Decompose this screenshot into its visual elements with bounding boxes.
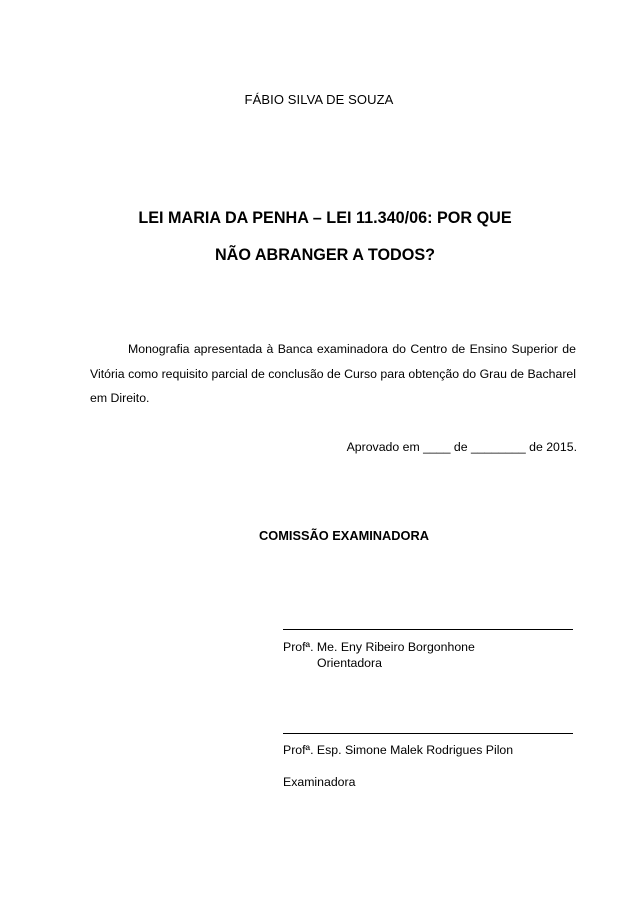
- author-name: FÁBIO SILVA DE SOUZA: [244, 92, 394, 107]
- examiner-role: Orientadora: [317, 656, 382, 670]
- title-line-1: LEI MARIA DA PENHA – LEI 11.340/06: POR QUE: [138, 209, 512, 227]
- examiner-name: Profª. Me. Eny Ribeiro Borgonhone: [283, 640, 475, 654]
- examiner-name: Profª. Esp. Simone Malek Rodrigues Pilon: [283, 743, 514, 757]
- examiner-role: Examinadora: [283, 775, 356, 789]
- committee-heading: COMISSÃO EXAMINADORA: [259, 528, 429, 543]
- signature-line: [283, 733, 573, 734]
- title-line-2: NÃO ABRANGER A TODOS?: [214, 246, 436, 264]
- monograph-description: Monografia apresentada à Banca examinadora do Centro de Ensino Superior de Vitória como requisito parcial de conclusão de Curso para obtenção do Grau de Bacharel em Direito.: [90, 342, 576, 405]
- signature-line: [283, 629, 573, 630]
- approval-date: Aprovado em ____ de ________ de 2015.: [346, 440, 577, 454]
